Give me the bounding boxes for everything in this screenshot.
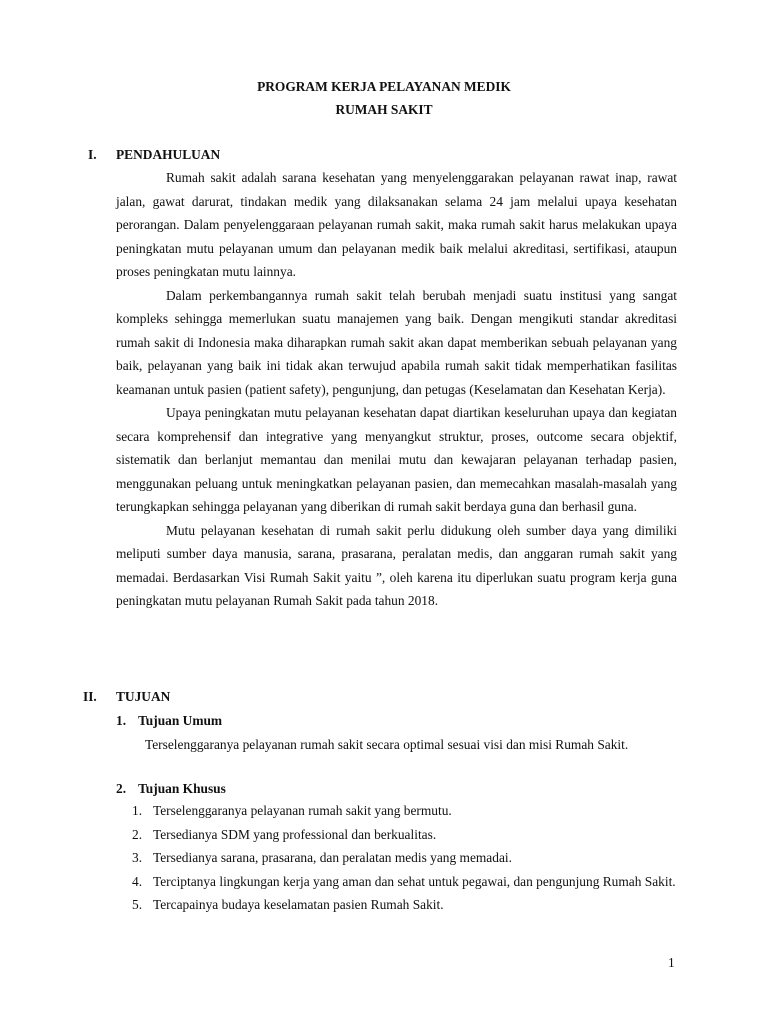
list-item-number: 1. [132, 803, 143, 818]
paragraph: Rumah sakit adalah sarana kesehatan yang menyelenggarakan pelayanan rawat inap, rawat jalan, gawat darurat, tindakan medik yang dilaksanakan selama 24 jam melalui upaya kesehatan perorangan. Dalam penyelenggaraan pelayanan rumah sakit, maka rumah sakit harus melakukan upaya peningkatan mutu pelayanan umum dan pelayanan medik baik melalui akreditasi, sertifikasi, ataupun proses peningkatan mutu lainnya. [116, 170, 677, 279]
list-item [132, 823, 677, 847]
list-item-text: Tersedianya sarana, prasarana, dan peralatan medis yang memadai. [153, 850, 512, 865]
document-title: PROGRAM KERJA PELAYANAN MEDIK [257, 79, 511, 94]
section-number: II. [83, 689, 97, 704]
list-item [132, 893, 677, 917]
list-item [132, 799, 677, 823]
list-item [132, 846, 677, 870]
paragraph: Dalam perkembangannya rumah sakit telah berubah menjadi suatu institusi yang sangat kompleks sehingga memerlukan suatu manajemen yang baik. Dengan mengikuti standar akreditasi rumah sakit di Indonesia maka diharapkan rumah sakit akan dapat memberikan sebuah pelayanan yang baik, pelayanan yang baik ini tidak akan terwujud apabila rumah sakit tidak memperhatikan fasilitas keamanan untuk pasien (patient safety), pengunjung, dan petugas (Keselamatan dan Kesehatan Kerja). [116, 287, 677, 397]
subheading-title: Tujuan Khusus [138, 781, 226, 796]
section-number: I. [88, 147, 97, 162]
page-number: 1 [668, 955, 675, 970]
list-item-text: Tercapainya budaya keselamatan pasien Rumah Sakit. [153, 897, 444, 912]
list-item-text: Tersedianya SDM yang professional dan berkualitas. [153, 826, 437, 842]
tujuan-khusus-list [132, 799, 677, 917]
section-title: PENDAHULUAN [116, 147, 221, 162]
section-body-pendahuluan [116, 166, 677, 613]
paragraph: Terselenggaranya pelayanan rumah sakit secara optimal sesuai visi dan misi Rumah Sakit. [145, 737, 629, 752]
subheading-number: 1. [116, 713, 127, 728]
list-item-number: 5. [132, 897, 143, 912]
tujuan-umum-text [145, 733, 677, 757]
paragraph: Mutu pelayanan kesehatan di rumah sakit perlu didukung oleh sumber daya yang dimiliki meliputi sumber daya manusia, sarana, prasarana, peralatan medis, dan anggaran rumah sakit yang memadai. Berdasarkan Visi Rumah Sakit yaitu ”, oleh karena itu diperlukan suatu program kerja guna peningkatan mutu pelayanan Rumah Sakit pada tahun 2018. [116, 522, 677, 608]
section-title: TUJUAN [116, 689, 171, 704]
list-item-number: 4. [132, 873, 143, 889]
subheading-tujuan-khusus [116, 781, 226, 797]
paragraph: Upaya peningkatan mutu pelayanan kesehatan dapat diartikan keseluruhan upaya dan kegiatan secara komprehensif dan integrative yang menyangkut struktur, proses, outcome secara objektif, sistematik dan berlanjut memantau dan menilai mutu dan kewajaran pelayanan terhadap pasien, menggunakan peluang untuk meningkatkan pelayanan pasien, dan memecahkan masalah-masalah yang terungkapkan sehingga pelayanan yang diberikan di rumah sakit berdaya guna dan berhasil guna. [116, 405, 677, 514]
list-item-number: 3. [132, 850, 143, 865]
subheading-title: Tujuan Umum [138, 713, 223, 728]
subheading-number: 2. [116, 781, 127, 796]
list-item-text: Terciptanya lingkungan kerja yang aman dan sehat untuk pegawai, dan pengunjung Rumah Sakit. [153, 873, 676, 889]
list-item [132, 870, 677, 894]
list-item-text: Terselenggaranya pelayanan rumah sakit yang bermutu. [153, 803, 452, 818]
document-subtitle: RUMAH SAKIT [335, 102, 433, 117]
subheading-tujuan-umum [116, 713, 222, 729]
list-item-number: 2. [132, 826, 143, 842]
